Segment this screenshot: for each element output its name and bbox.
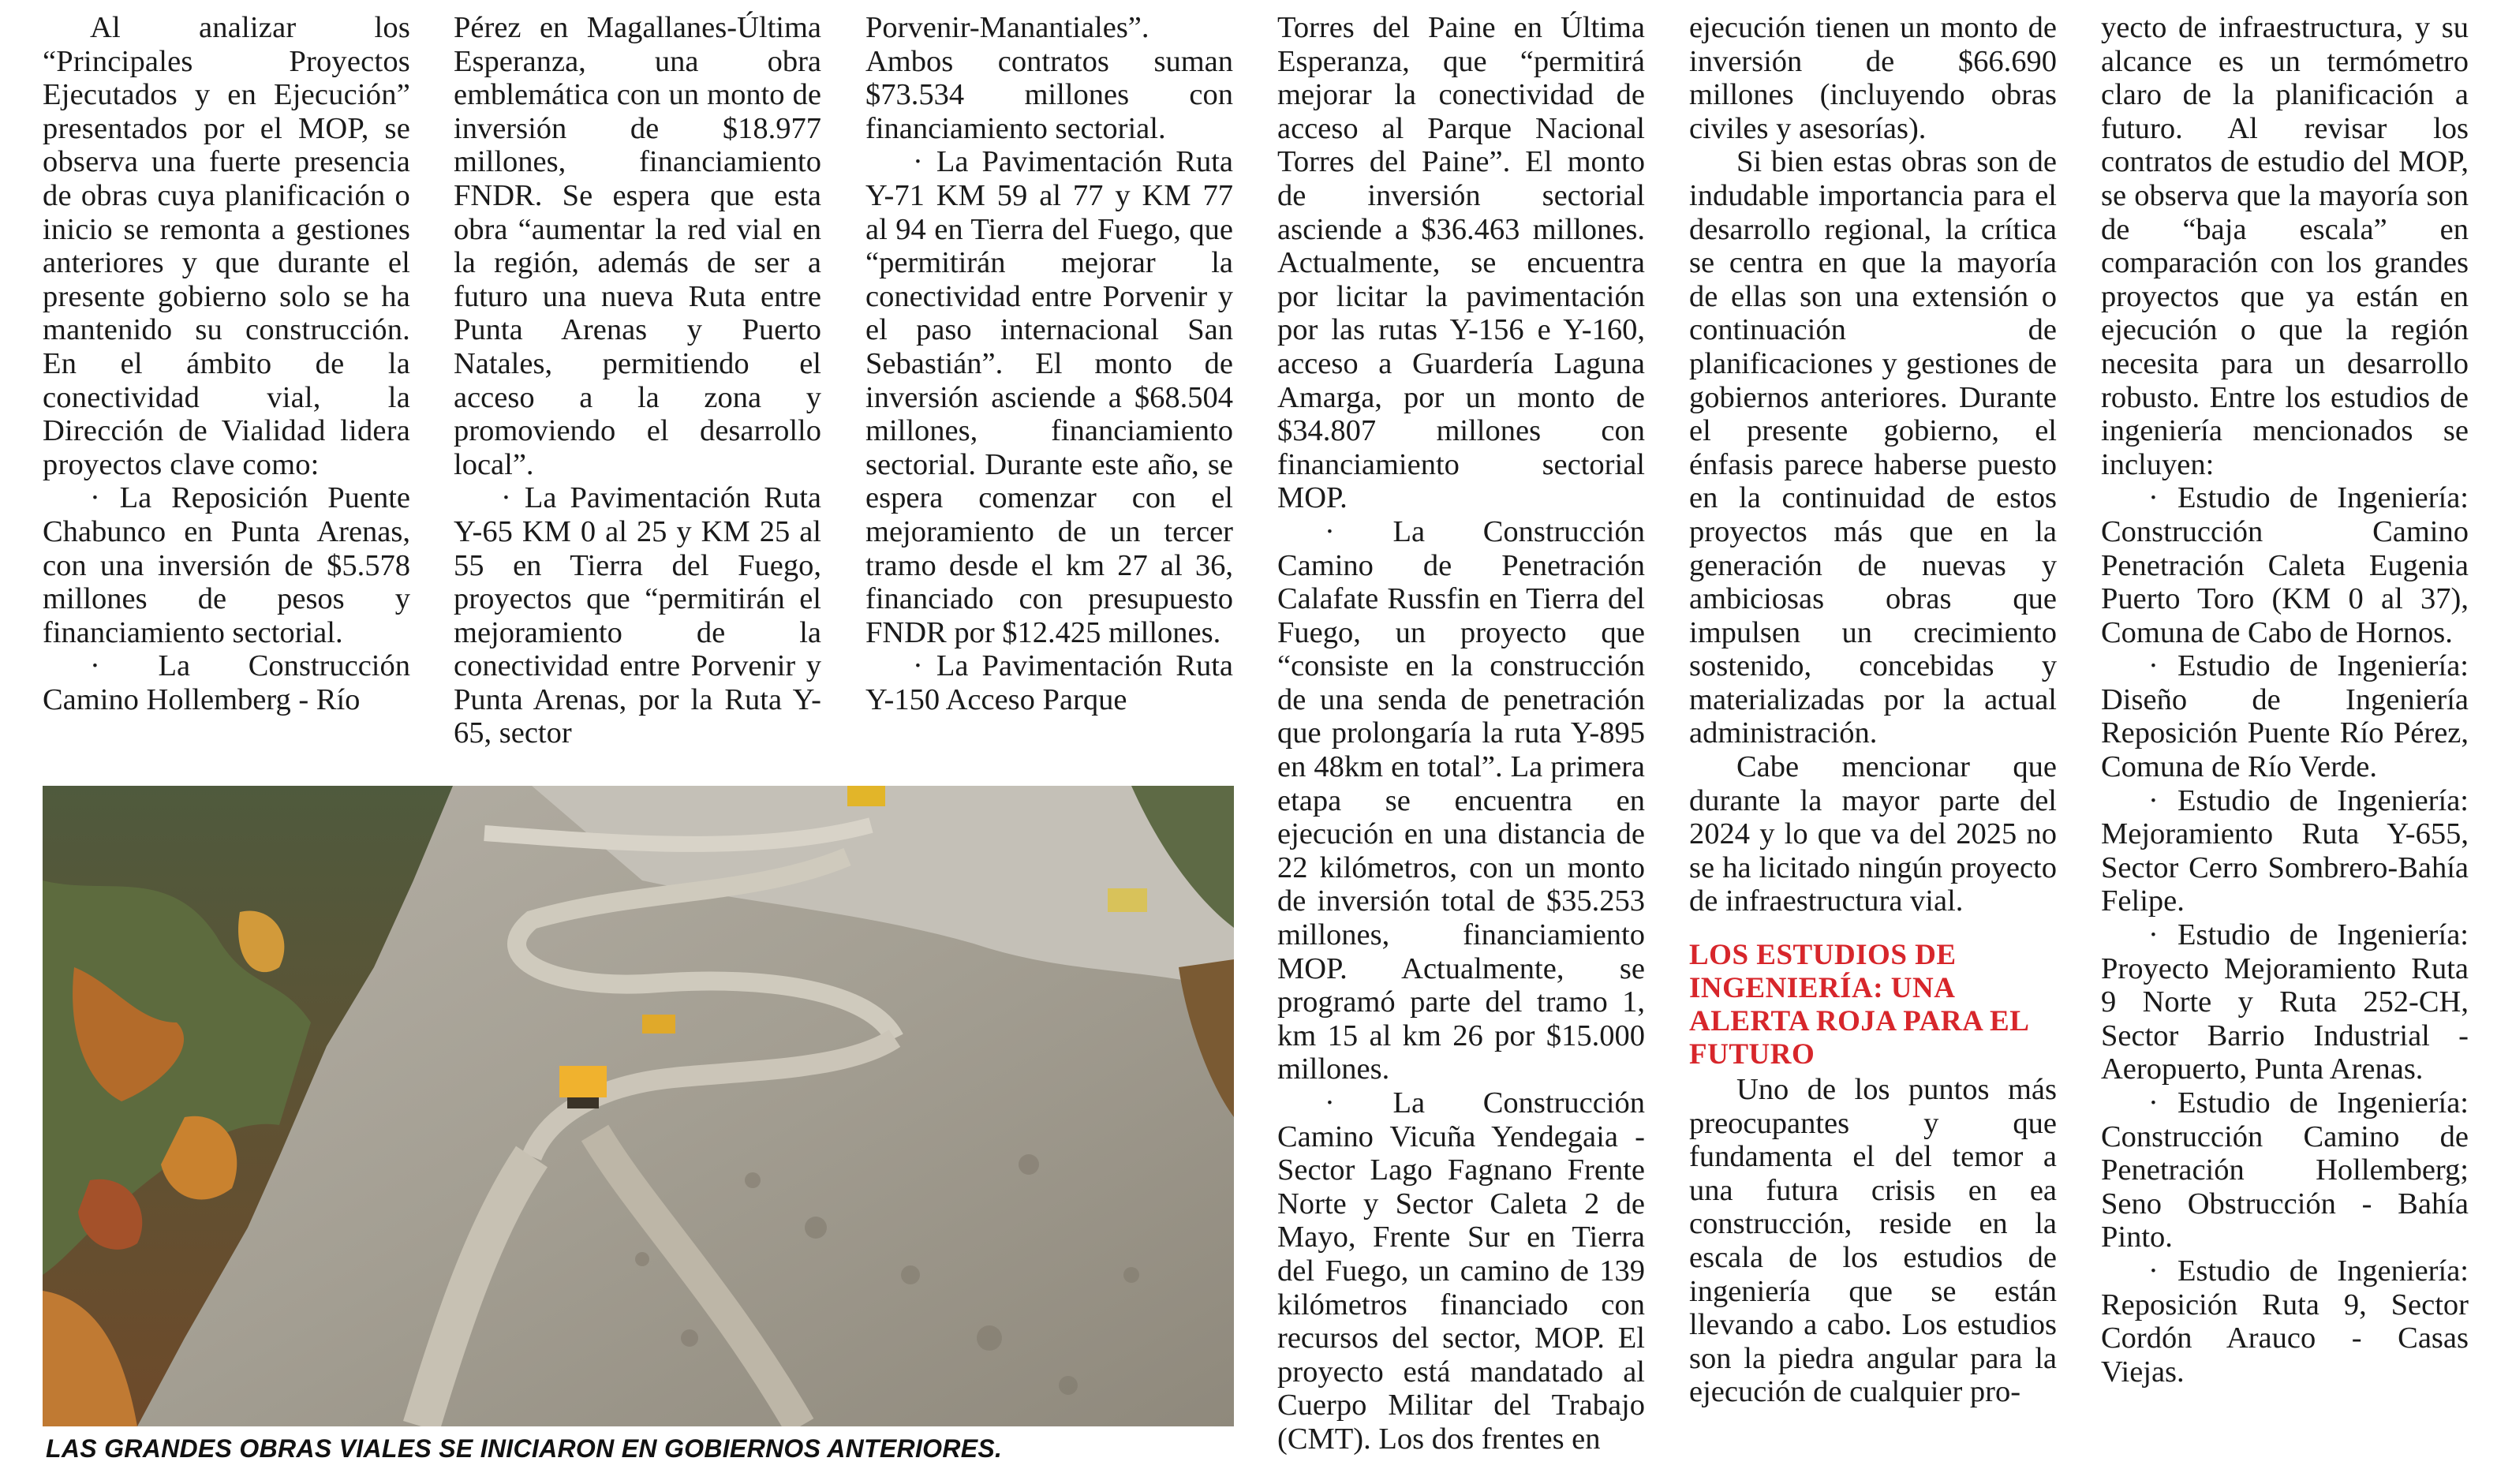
paragraph: · Estudio de Ingeniería: Construcción Camino Penetración Caleta Eugenia Puerto Toro (KM 0 al 37), Comuna de Cabo de Hornos. [2101, 481, 2469, 649]
paragraph: · La Pavimentación Ruta Y-150 Acceso Parque [865, 649, 1233, 716]
paragraph: · Estudio de Ingeniería: Construcción Camino de Penetración Hollemberg; Seno Obstrucción - Bahía Pinto. [2101, 1086, 2469, 1254]
paragraph: · La Pavimentación Ruta Y-71 KM 59 al 77 y KM 77 al 94 en Tierra del Fuego, que “permitirán mejorar la conectividad entre Porvenir y el paso internacional San Sebastián”. El monto de inversión asciende a $68.504 millones, financiamiento sectorial. Durante este año, se espera comenzar con el mejoramiento de un tercer tramo desde el km 27 al 36, financiado con presupuesto FNDR por $12.425 millones. [865, 145, 1233, 649]
paragraph: Uno de los puntos más preocupantes y que fundamenta el del temor a una futura crisis en ea construcción, reside en la escala de los estudios de ingeniería que se están llevando a cabo. Los estudios son la piedra angular para la ejecución de cualquier pro- [1689, 1073, 2057, 1409]
paragraph: Al analizar los “Principales Proyectos Ejecutados y en Ejecución” presentados por el MOP, se observa una fuerte presencia de obras cuya planificación o inicio se remonta a gestiones anteriores y que durante el presente gobierno solo se ha mantenido su construcción. En el ámbito de la conectividad vial, la Dirección de Vialidad lidera proyectos clave como: [43, 11, 410, 481]
excavator-icon [847, 786, 885, 806]
paragraph: · La Reposición Puente Chabunco en Punta Arenas, con una inversión de $5.578 millones de pesos y financiamiento sectorial. [43, 481, 410, 649]
paragraph: · Estudio de Ingeniería: Mejoramiento Ruta Y-655, Sector Cerro Sombrero-Bahía Felipe. [2101, 783, 2469, 918]
article-column-2 [454, 11, 821, 750]
paragraph: Porvenir-Manantiales”. Ambos contratos suman $73.534 millones con financiamiento sectorial. [865, 11, 1233, 145]
paragraph: Si bien estas obras son de indudable importancia para el desarrollo regional, la crítica se centra en que la mayoría de ellas son una extensión o continuación de planificaciones y gestiones de gobiernos anteriores. Durante el presente gobierno, el énfasis parece haberse puesto en la continuidad de estos proyectos más que en la generación de nuevas y ambiciosas obras que impulsen un crecimiento sostenido, concebidas y materializadas por la actual administración. [1689, 145, 2057, 750]
paragraph: · Estudio de Ingeniería: Diseño de Ingeniería Reposición Puente Río Pérez, Comuna de Río Verde. [2101, 649, 2469, 784]
paragraph: · La Construcción Camino de Penetración Calafate Russfin en Tierra del Fuego, un proyecto que “consiste en la construcción de una senda de penetración que prolongaría la ruta Y-895 en 48km en total”. La primera etapa se encuentra en ejecución en una distancia de 22 kilómetros, con un monto de inversión total de $35.253 millones, financiamiento MOP. Actualmente, se programó parte del tramo 1, km 15 al km 26 por $15.000 millones. [1277, 514, 1645, 1086]
road-construction-photo [43, 786, 1234, 1426]
article-column-5 [1689, 11, 2057, 1409]
paragraph: · La Construcción Camino Hollemberg - Río [43, 649, 410, 716]
photo-caption: LAS GRANDES OBRAS VIALES SE INICIARON EN GOBIERNOS ANTERIORES. [46, 1434, 1003, 1463]
paragraph: yecto de infraestructura, y su alcance es un termómetro claro de la planificación a futuro. Al revisar los contratos de estudio del MOP, se observa que la mayoría son de “baja escala” en comparación con los grandes proyectos que ya están en ejecución o que la región necesita para un desarrollo robusto. Entre los estudios de ingeniería mencionados se incluyen: [2101, 11, 2469, 481]
article-column-6 [2101, 11, 2469, 1389]
paragraph: · Estudio de Ingeniería: Proyecto Mejoramiento Ruta 9 Norte y Ruta 252-CH, Sector Barrio Industrial - Aeropuerto, Punta Arenas. [2101, 918, 2469, 1086]
paragraph: · Estudio de Ingeniería: Reposición Ruta 9, Sector Cordón Arauco - Casas Viejas. [2101, 1254, 2469, 1389]
article-column-1 [43, 11, 410, 716]
paragraph: · La Construcción Camino Vicuña Yendegaia - Sector Lago Fagnano Frente Norte y Sector Caleta 2 de Mayo, Frente Sur en Tierra del Fuego, un camino de 139 kilómetros financiado con recursos del sector, MOP. El proyecto está mandatado al Cuerpo Militar del Trabajo (CMT). Los dos frentes en [1277, 1086, 1645, 1456]
paragraph: ejecución tienen un monto de inversión de $66.690 millones (incluyendo obras civiles y asesorías). [1689, 11, 2057, 145]
section-subheading: LOS ESTUDIOS DE INGENIERÍA: UNA ALERTA ROJA PARA EL FUTURO [1689, 939, 2028, 1071]
paragraph: Torres del Paine en Última Esperanza, que “permitirá mejorar la conectividad de acceso al Parque Nacional Torres del Paine”. El monto de inversión sectorial asciende a $36.463 millones. Actualmente, se encuentra por licitar la pavimentación por las rutas Y-156 e Y-160, acceso a Guardería Laguna Amarga, por un monto de $34.807 millones con financiamiento sectorial MOP. [1277, 11, 1645, 515]
article-column-3 [865, 11, 1233, 716]
article-column-4 [1277, 11, 1645, 1456]
paragraph: Cabe mencionar que durante la mayor parte del 2024 y lo que va del 2025 no se ha licitado ningún proyecto de infraestructura vial. [1689, 750, 2057, 918]
paragraph: · La Pavimentación Ruta Y-65 KM 0 al 25 y KM 25 al 55 en Tierra del Fuego, proyectos que “permitirán el mejoramiento de la conectividad entre Porvenir y Punta Arenas, por la Ruta Y-65, sector [454, 481, 821, 750]
dump-truck-icon [559, 1066, 607, 1097]
paragraph: Pérez en Magallanes-Última Esperanza, una obra emblemática con un monto de inversión de $18.977 millones, financiamiento FNDR. Se espera que esta obra “aumentar la red vial en la región, además de ser a futuro una nueva Ruta entre Punta Arenas y Puerto Natales, permitiendo el acceso a la zona y promoviendo el desarrollo local”. [454, 11, 821, 481]
